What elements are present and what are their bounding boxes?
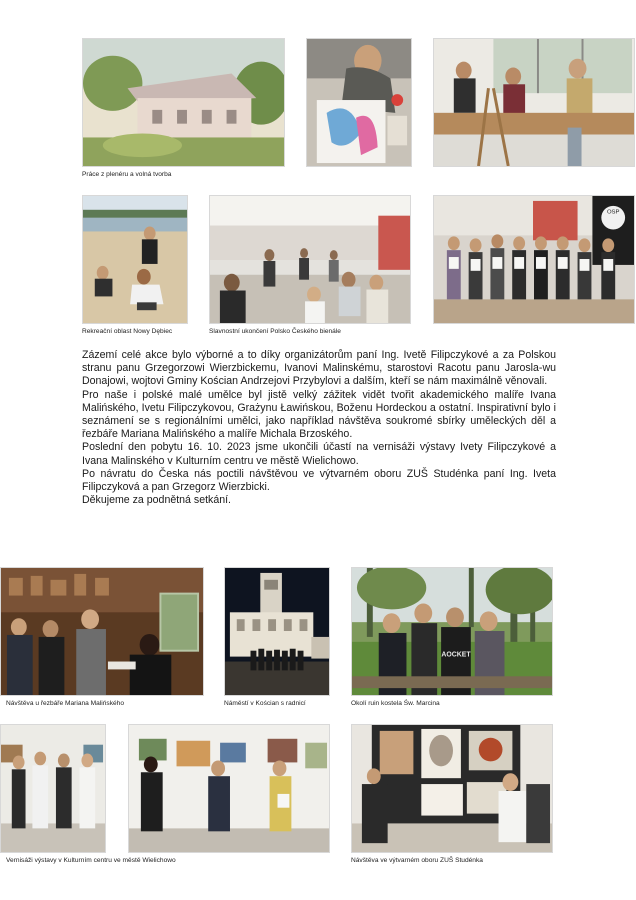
caption-rezbar: Návštěva u řezbáře Mariana Malińského: [6, 700, 125, 707]
paragraph-1: Zázemí celé akce bylo výborné a to díky organizátorům paní Ing. Ivetě Filipczykové a za Polskou stranu panu Grzegorzowi Wierzbickemu, Ivanovi Malinskému, starostovi Racotu panu Jarosla-wu Donajowi, wojtovi Gminy Kościan Andrzejovi Przybylovi a dalším, kteří se nám maximálně věnovali.: [82, 349, 556, 388]
aoc-shirt-text: AOCKET: [441, 651, 471, 659]
caption-slavnostni: Slavnostní ukončení Polsko Českého bienále: [209, 328, 341, 335]
photo-zus-studenka-visit: [351, 724, 553, 853]
photo-watercolor-painting: [82, 38, 285, 167]
caption-navsteva-zus: Návštěva ve výtvarném oboru ZUŠ Studénka: [351, 857, 483, 864]
caption-plener: Práce z plenéru a volná tvorba: [82, 171, 172, 178]
paragraph-5: Děkujeme za podnětná setkání.: [82, 494, 231, 507]
caption-okoli: Okolí ruin kostela Św. Marcina: [351, 700, 440, 707]
paragraph-4: Po návratu do Česka nás poctili návštěvou ve výtvarném oboru ZUŠ Studénka paní Ing. Iveta Filipczyková a pan Grzegorz Wierzbicki.: [82, 467, 556, 494]
photo-art-class-room: [433, 38, 635, 167]
photo-exhibition-visitors: [0, 724, 106, 853]
article-body: [82, 349, 556, 507]
caption-namesti: Náměstí v Kościan s radnicí: [224, 700, 306, 707]
photo-ceremony-hall: [209, 195, 411, 324]
photo-gallery-speech: [128, 724, 330, 853]
photo-church-ruins-group: [351, 567, 553, 696]
caption-vernisaz: Vernisáži výstavy v Kulturním centru ve městě Wielichowo: [6, 857, 176, 864]
photo-beach-recreation: [82, 195, 188, 324]
paragraph-3: Poslední den pobytu 16. 10. 2023 jsme ukončili účastí na vernisáži výstavy Ivety Filipczykové a Ivana Malinského v Kulturním centru ve městě Wielichowo.: [82, 441, 556, 467]
photo-woodcarver-workshop: [0, 567, 204, 696]
osp-sign-text: OSP: [606, 209, 620, 216]
photo-award-group: [433, 195, 635, 324]
paragraph-2: Pro naše i polské malé umělce byl jistě velký zážitek vidět tvořit akademického malíře Ivana Malińského, Ivetu Filipczykovou, Grażynu Ławińskou, Boženu Hordeckou a ostatní. Inspirativní bylo i seznámení se s regionálními umělci, jako například návštěva soukromé sbírky uměleckých děl a řezbáře Mariana Malińského a malíře Michala Brzoského.: [82, 388, 556, 441]
photo-town-square-night: [224, 567, 330, 696]
caption-nowy-debiec: Rekreační oblast Nowy Dębiec: [82, 328, 173, 335]
photo-child-painting: [306, 38, 412, 167]
